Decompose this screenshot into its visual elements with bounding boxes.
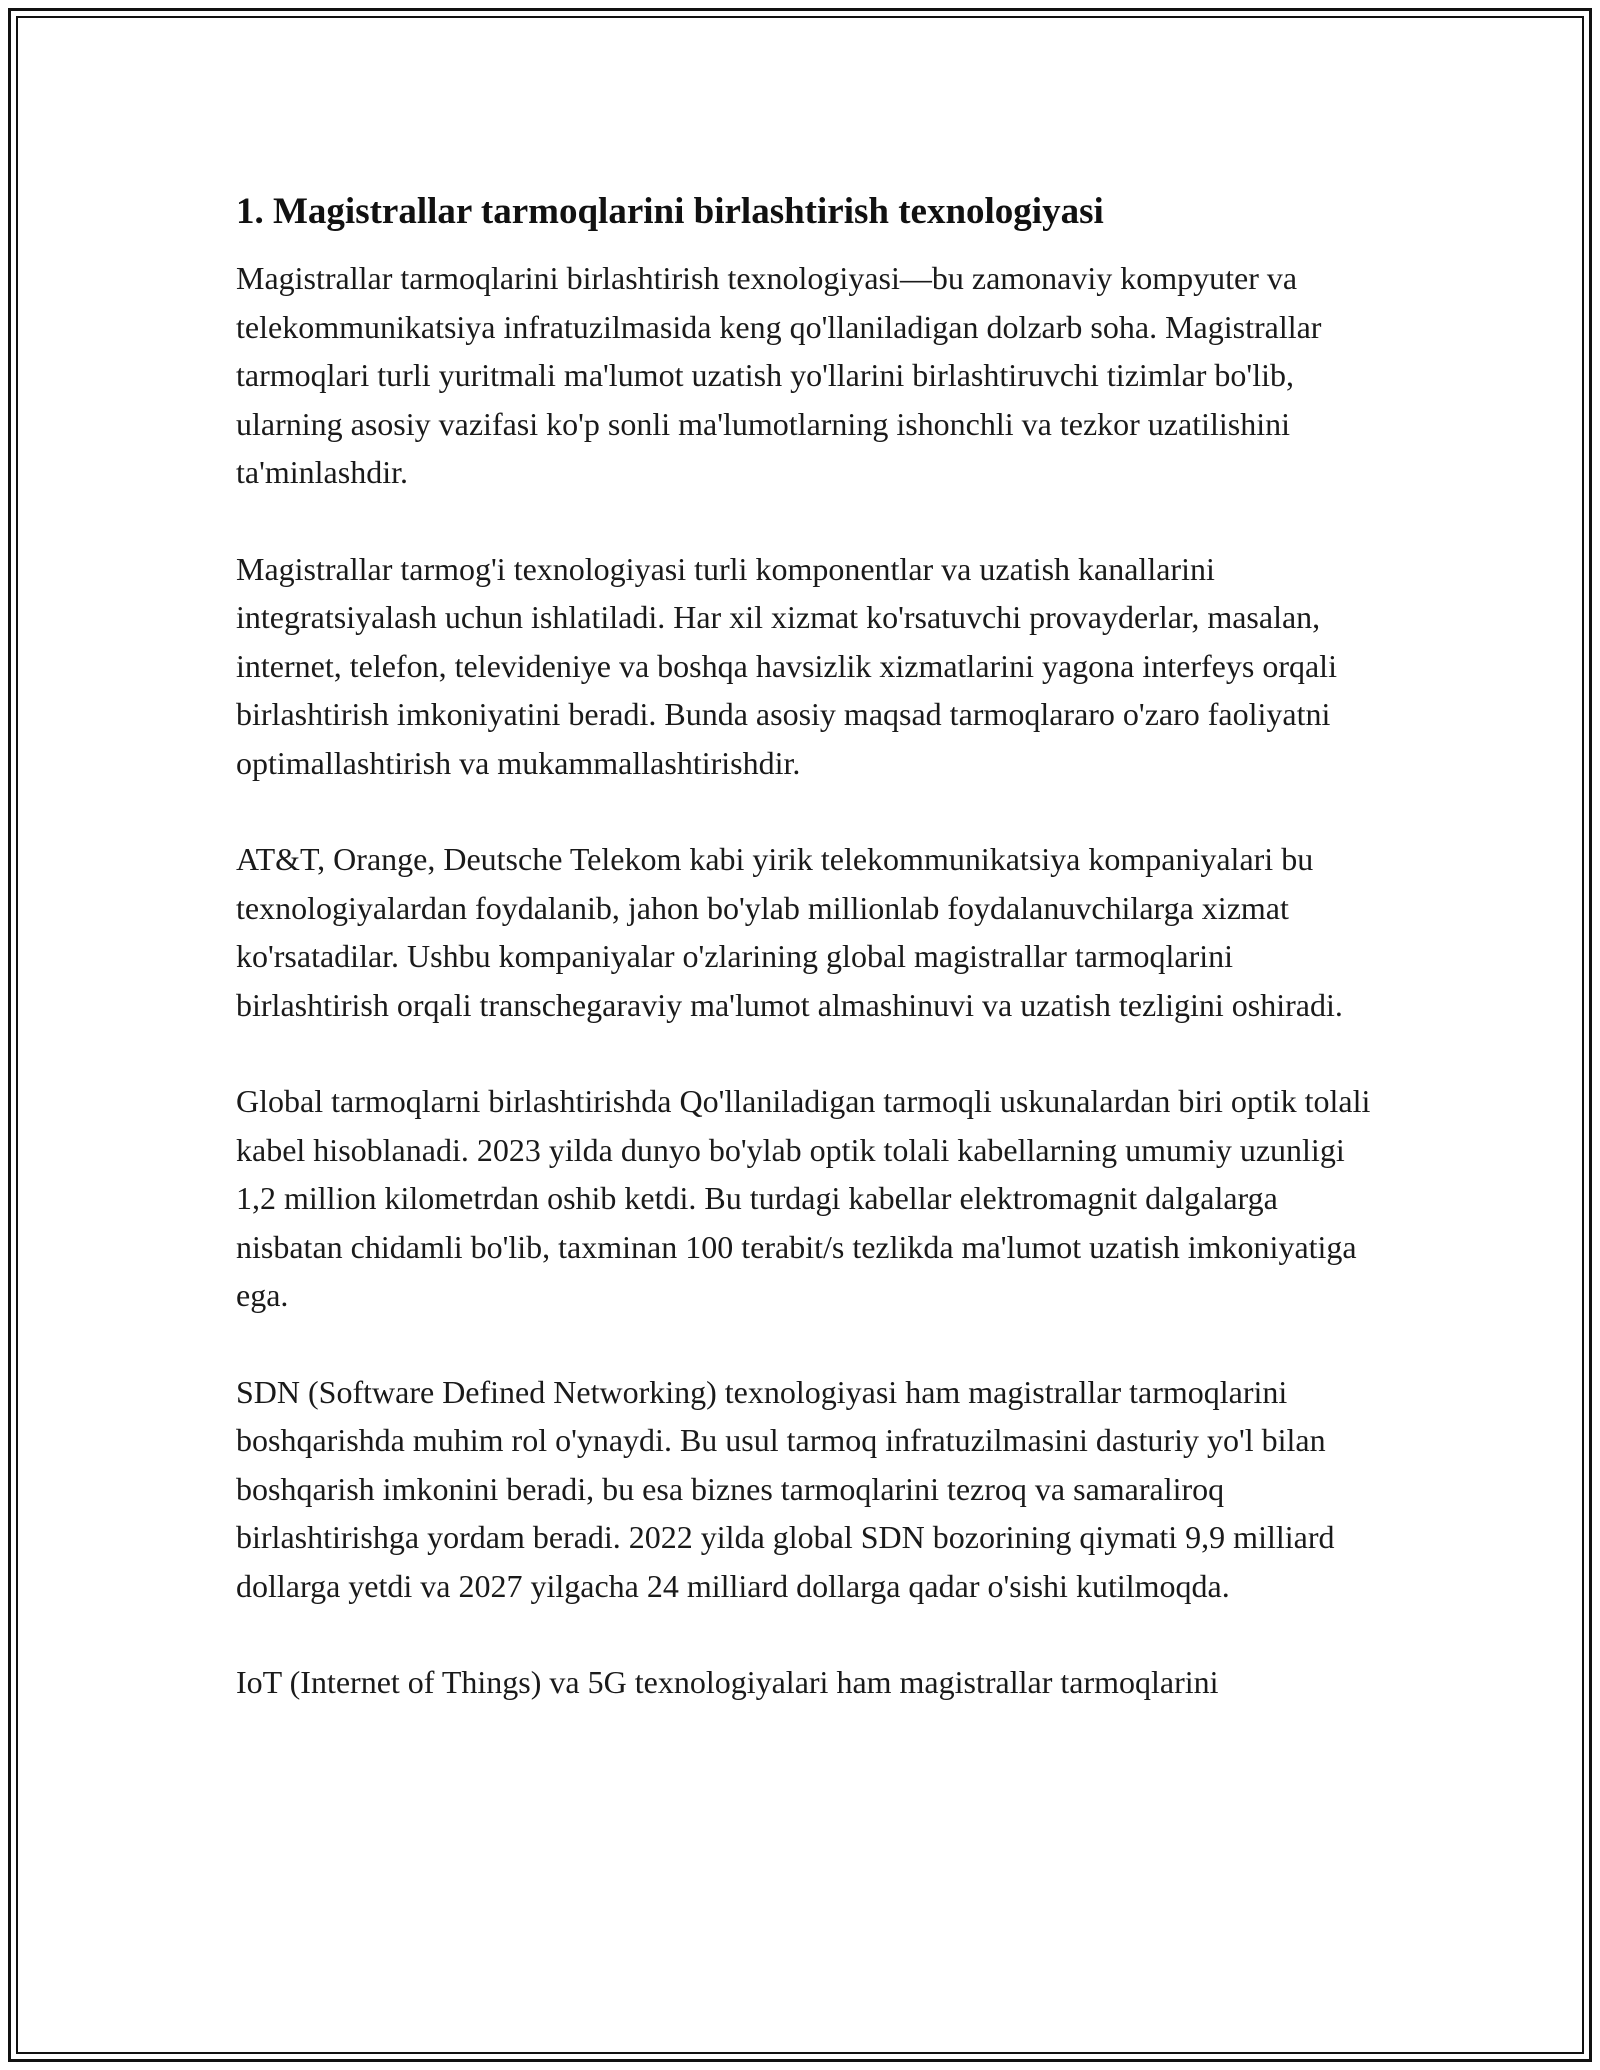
paragraph-sdn: SDN (Software Defined Networking) texnologiyasi ham magistrallar tarmoqlarini boshqarishda muhim rol o'ynaydi. Bu usul tarmoq infratuzilmasini dasturiy yo'l bilan boshqarish imkonini beradi, bu esa biznes tarmoqlarini tezroq va samaraliroq birlashtirishga yordam beradi. 2022 yilda global SDN bozorining qiymati 9,9 milliard dollarga yetdi va 2027 yilgacha 24 milliard dollarga qadar o'sishi kutilmoqda. — [236, 1373, 1335, 1604]
paragraph-iot-5g: IoT (Internet of Things) va 5G texnologiyalari ham magistrallar tarmoqlarini — [236, 1664, 1219, 1700]
document-body — [236, 186, 1386, 1755]
paragraph-optical-fiber: Global tarmoqlarni birlashtirishda Qo'llaniladigan tarmoqli uskunalardan biri optik tolali kabel hisoblanadi. 2023 yilda dunyo bo'ylab optik tolali kabellarning umumiy uzunligi 1,2 million kilometrdan oshib ketdi. Bu turdagi kabellar elektromagnit dalgalarga nisbatan chidamli bo'lib, taxminan 100 terabit/s tezlikda ma'lumot uzatish imkoniyatiga ega. — [236, 1083, 1371, 1313]
paragraph-integration: Magistrallar tarmog'i texnologiyasi turli komponentlar va uzatish kanallarini integratsiyalash uchun ishlatiladi. Har xil xizmat ko'rsatuvchi provayderlar, masalan, internet, telefon, televideniye va boshqa havsizlik xizmatlarini yagona interfeys orqali birlashtirish imkoniyatini beradi. Bunda asosiy maqsad tarmoqlararo o'zaro faoliyatni optimallashtirish va mukammallashtirishdir. — [236, 550, 1337, 781]
paragraph-intro: Magistrallar tarmoqlarini birlashtirish texnologiyasi—bu zamonaviy kompyuter va telekommunikatsiya infratuzilmasida keng qo'llaniladigan dolzarb soha. Magistrallar tarmoqlari turli yuritmali ma'lumot uzatish yo'llarini birlashtiruvchi tizimlar bo'lib, ularning asosiy vazifasi ko'p sonli ma'lumotlarning ishonchli va tezkor uzatilishini ta'minlashdir. — [236, 260, 1322, 490]
section-title: 1. Magistrallar tarmoqlarini birlashtirish texnologiyasi — [236, 191, 1104, 232]
paragraph-companies: AT&T, Orange, Deutsche Telekom kabi yirik telekommunikatsiya kompaniyalari bu texnologiyalardan foydalanib, jahon bo'ylab millionlab foydalanuvchilarga xizmat ko'rsatadilar. Ushbu kompaniyalar o'zlarining global magistrallar tarmoqlarini birlashtirish orqali transchegaraviy ma'lumot almashinuvi va uzatish tezligini oshiradi. — [236, 841, 1343, 1023]
